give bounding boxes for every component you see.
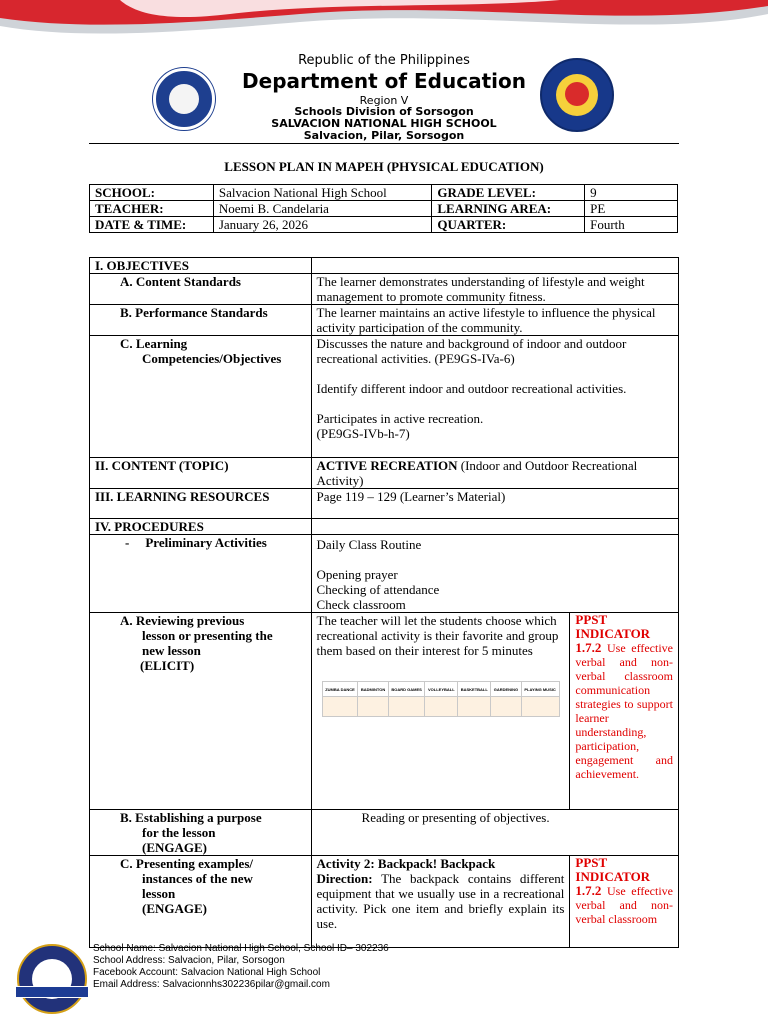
grade-value: 9 [585,185,678,201]
teacher-value: Noemi B. Candelaria [213,201,432,217]
competencies-label [90,336,312,458]
school-address: Salvacion, Pilar, Sorsogon [303,129,465,142]
engage-examples-label-line: (ENGAGE) [142,901,207,916]
activity-cell: BADMINTON [358,682,388,697]
engage-examples-label-line: lesson [142,886,176,901]
preliminary-item: Checking of attendance [316,582,440,597]
preliminary-item: Opening prayer [316,567,398,582]
engage-purpose-label-line: B. Establishing a purpose [120,810,262,825]
table-row [90,185,678,201]
elicit-label [90,613,312,810]
table-row [90,810,679,856]
table-row [90,519,679,535]
table-row [90,856,679,948]
competency-item: Identify different indoor and outdoor recreational activities. [316,381,627,396]
engage-purpose-text: Reading or presenting of objectives. [311,810,678,856]
engage-examples-label [90,856,312,948]
objectives-heading: I. OBJECTIVES [90,258,312,274]
table-row [90,201,678,217]
quarter-label: QUARTER: [432,217,585,233]
learning-resources-text: Page 119 – 129 (Learner’s Material) [311,489,678,519]
school-value: Salvacion National High School [213,185,432,201]
table-row [90,535,679,613]
preliminary-activities-text [311,535,678,613]
competencies-text [311,336,678,458]
school-label: SCHOOL: [90,185,214,201]
learning-area-label: LEARNING AREA: [432,201,585,217]
table-row [90,458,679,489]
activity-cell: BOARD GAMES [388,682,425,697]
lesson-plan-table [89,257,679,948]
table-row [90,258,679,274]
date-value: January 26, 2026 [213,217,432,233]
quarter-value: Fourth [585,217,678,233]
preliminary-label-text: Preliminary Activities [145,535,267,550]
engage-purpose-label-line: for the lesson [142,825,216,840]
table-row [322,697,559,717]
header-banner [0,0,768,60]
table-row [90,336,679,458]
elicit-label-line: A. Reviewing previous [120,613,245,628]
ppst-text: Use effective verbal and non-verbal classroom [575,884,673,926]
footer-contact [93,943,389,991]
header-divider [89,143,679,144]
content-topic-text [311,458,678,489]
performance-standards-text: The learner maintains an active lifestyle to influence the physical activity participation of the community. [311,305,678,336]
content-topic-rest: (Indoor and Outdoor Recreational Activity) [316,458,638,488]
competency-item: Participates in active recreation. [316,411,484,426]
activity-choice-table [322,681,560,717]
preliminary-activities-label [90,535,312,613]
grade-label: GRADE LEVEL: [432,185,585,201]
elicit-label-line: (ELICIT) [140,658,195,673]
ppst-heading: PPST INDICATOR [575,612,651,641]
engage-purpose-label [90,810,312,856]
footer-facebook: Facebook Account: Salvacion National High School [93,967,321,978]
footer-school-name: School Name: Salvacion National High School, School ID– 302236 [93,943,389,954]
activity-title: Activity 2: Backpack! Backpack [316,856,496,871]
table-row [90,274,679,305]
preliminary-item: Check classroom [316,597,406,612]
learning-area-value: PE [585,201,678,217]
junior-high-school-seal-logo [17,944,87,1014]
activity-cell: ZUMBA DANCE [322,682,358,697]
performance-standards-label: B. Performance Standards [90,305,312,336]
ppst-indicator-2 [570,856,679,948]
school-name: SALVACION NATIONAL HIGH SCHOOL [271,117,497,130]
direction-label: Direction: [316,871,373,886]
engage-examples-label-line: instances of the new [142,871,253,886]
activity-cell: BASKETBALL [458,682,491,697]
department-title: Department of Education [242,69,526,93]
table-row [322,682,559,697]
republic-label: Republic of the Philippines [298,53,470,68]
content-topic-bold: ACTIVE RECREATION [316,458,458,473]
ppst-text: Use effective verbal and non-verbal classroom communication strategies to support learner understanding, participation, engagement and achievement. [575,641,673,781]
date-label: DATE & TIME: [90,217,214,233]
ppst-heading: PPST INDICATOR [575,855,651,884]
table-row [90,613,679,810]
engage-examples-label-line: C. Presenting examples/ [120,856,253,871]
ppst-indicator-1 [570,613,679,810]
activity-cell: PLAYING MUSIC [521,682,559,697]
competency-item: Discusses the nature and background of indoor and outdoor recreational activities. (PE9GS-IVa-6) [316,336,627,366]
table-row [90,489,679,519]
info-table [89,184,678,233]
lesson-plan-title: LESSON PLAN IN MAPEH (PHYSICAL EDUCATION) [224,159,544,174]
division-label: Schools Division of Sorsogon [294,105,474,118]
elicit-instructions: The teacher will let the students choose which recreational activity is their favorite and group them based on their interest for 5 minutes [316,613,559,658]
region-label: Region V [359,94,409,107]
ppst-code: 1.7.2 [575,883,602,898]
content-topic-label: II. CONTENT (TOPIC) [90,458,312,489]
content-standards-label: A. Content Standards [90,274,312,305]
table-row [90,305,679,336]
footer-email: Email Address: Salvacionnhs302236pilar@gmail.com [93,979,330,990]
elicit-label-line: lesson or presenting the [142,628,273,643]
footer-school-address: School Address: Salvacion, Pilar, Sorsogon [93,955,285,966]
engage-examples-text [311,856,570,948]
learning-resources-label: III. LEARNING RESOURCES [90,489,312,519]
competencies-label-line: Competencies/Objectives [142,351,282,366]
bullet: - [125,535,130,550]
preliminary-item: Daily Class Routine [316,537,422,552]
table-row [90,217,678,233]
elicit-text [311,613,570,810]
engage-purpose-label-line: (ENGAGE) [142,840,207,855]
activity-cell: GARDENING [491,682,521,697]
competency-item: (PE9GS-IVb-h-7) [316,426,410,441]
teacher-label: TEACHER: [90,201,214,217]
elicit-label-line: new lesson [142,643,201,658]
content-standards-text: The learner demonstrates understanding of lifestyle and weight management to promote community fitness. [311,274,678,305]
activity-cell: VOLLEYBALL [425,682,458,697]
direction-text: The backpack contains different equipment that we usually use in a recreational activity. Pick one item and briefly explain its use. [316,871,565,931]
competencies-label-line: C. Learning [120,336,188,351]
ppst-code: 1.7.2 [575,640,602,655]
procedures-heading: IV. PROCEDURES [90,519,312,535]
